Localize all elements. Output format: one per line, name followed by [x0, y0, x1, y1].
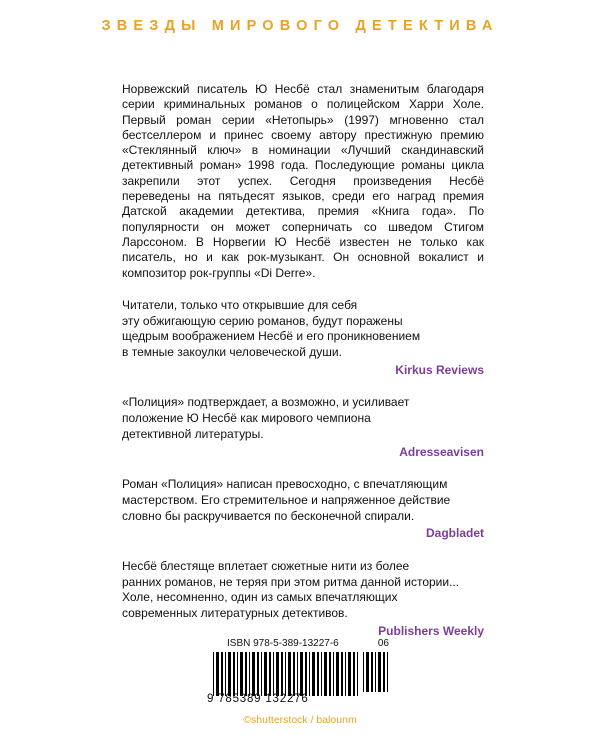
barcode-stripe — [363, 652, 364, 692]
author-blurb: Норвежский писатель Ю Несбё стал знаменитым благодаря серии криминальных романов о полицейском Харри Холе. Первый роман серии «Нетопырь» (1997) мгновенно стал бестселлером и принес своему автору престижную премию «Стеклянный ключ» в номинации «Лучший скандинавский детективный роман» 1998 года. Последующие романы цикла закрепили этот успех. Сегодня произведения Несбё переведены на пятьдесят языков, среди его наград премия Датской академии детектива, премия «Книга года». По популярности он может соперничать со шведом Стигом Ларссоном. В Норвегии Ю Несбё известен не только как писатель, но и как рок-музыкант. Он основной вокалист и композитор рок-группы «Di Derre». — [122, 82, 484, 280]
barcode-stripe — [387, 652, 388, 692]
quote-line: эту обжигающую серию романов, будут поражены — [122, 313, 403, 328]
barcode-stripe — [383, 652, 385, 692]
review-publishers-weekly — [122, 559, 484, 639]
quote-line: детективной литературы. — [122, 426, 264, 441]
quote-line: современных литературных детективов. — [122, 606, 348, 621]
barcode-stripe — [237, 652, 238, 696]
barcode-stripe — [225, 652, 226, 696]
barcode-stripe — [317, 652, 319, 696]
review-source: Publishers Weekly — [378, 623, 484, 638]
review-quote — [122, 477, 484, 524]
barcode-stripe — [213, 652, 214, 696]
barcode-stripe — [309, 652, 310, 696]
review-dagbladet — [122, 477, 484, 542]
back-cover-text — [122, 82, 484, 639]
review-quote — [122, 559, 484, 622]
quote-line: словно бы раскручивается по бесконечной спирали. — [122, 508, 415, 523]
barcode-stripe — [276, 652, 279, 696]
barcode-stripe — [336, 652, 339, 696]
barcode-stripe — [261, 652, 262, 696]
barcode-stripe — [305, 652, 307, 696]
quote-line: Холе, несомненно, один из самых впечатляющих — [122, 590, 398, 605]
barcode-stripe — [378, 652, 381, 692]
barcode-stripe — [249, 652, 250, 696]
quote-line: Роман «Полиция» написан превосходно, с впечатляющим — [122, 477, 448, 492]
review-source: Kirkus Reviews — [395, 363, 484, 378]
barcode-stripe — [228, 652, 231, 696]
barcode-stripe — [233, 652, 235, 696]
review-kirkus — [122, 298, 484, 378]
quote-line: щедрым воображением Несбё и его проникновением — [122, 329, 421, 344]
barcode-stripe — [257, 652, 259, 696]
barcode-stripe — [269, 652, 271, 696]
barcode-stripe — [371, 652, 373, 692]
barcode-stripe — [221, 652, 223, 696]
barcode-stripe — [245, 652, 247, 696]
barcode-stripe — [288, 652, 291, 696]
isbn-addon: 06 — [377, 638, 389, 649]
review-quote — [122, 395, 484, 442]
review-source: Adresseavisen — [399, 444, 484, 459]
quote-line: положение Ю Несбё как мирового чемпиона — [122, 411, 371, 426]
barcode-stripe — [285, 652, 286, 696]
barcode-stripe — [300, 652, 303, 696]
quote-line: «Полиция» подтверждает, а возможно, и усиливает — [122, 395, 410, 410]
isbn-row — [227, 638, 395, 649]
barcode-addon-bars — [363, 652, 389, 692]
photo-credit: ©shutterstock / balounm — [243, 714, 357, 726]
barcode-stripe — [312, 652, 315, 696]
barcode-stripe — [216, 652, 219, 696]
barcode-stripe — [353, 652, 355, 696]
barcode — [207, 638, 395, 708]
barcode-stripe — [324, 652, 327, 696]
barcode-stripe — [252, 652, 255, 696]
quote-line: мастерством. Его стремительное и напряженное действие — [122, 492, 451, 507]
barcode-stripe — [348, 652, 351, 696]
barcode-stripe — [375, 652, 376, 692]
barcode-stripe — [297, 652, 298, 696]
barcode-stripe — [281, 652, 283, 696]
barcode-stripe — [341, 652, 343, 696]
quote-line: Читатели, только что открывшие для себя — [122, 297, 358, 312]
barcode-stripe — [329, 652, 331, 696]
barcode-stripe — [366, 652, 369, 692]
isbn-text: ISBN 978-5-389-13227-6 — [227, 638, 339, 649]
quote-line: Несбё блестяще вплетает сюжетные нити из более — [122, 558, 410, 573]
quote-line: в темные закоулки человеческой души. — [122, 345, 342, 360]
barcode-stripe — [357, 652, 358, 696]
barcode-stripe — [264, 652, 267, 696]
barcode-stripe — [240, 652, 243, 696]
barcode-bars — [213, 652, 359, 696]
review-adresseavisen — [122, 395, 484, 460]
barcode-stripe — [333, 652, 334, 696]
barcode-stripe — [273, 652, 274, 696]
review-quote — [122, 298, 484, 361]
series-title: ЗВЕЗДЫ МИРОВОГО ДЕТЕКТИВА — [101, 18, 499, 34]
barcode-digits: 9 785389 132276 — [207, 693, 309, 705]
quote-line: ранних романов, не теряя при этом ритма данной истории... — [122, 574, 460, 589]
review-source: Dagbladet — [425, 526, 484, 541]
barcode-stripe — [321, 652, 322, 696]
barcode-stripe — [293, 652, 295, 696]
barcode-stripe — [345, 652, 346, 696]
